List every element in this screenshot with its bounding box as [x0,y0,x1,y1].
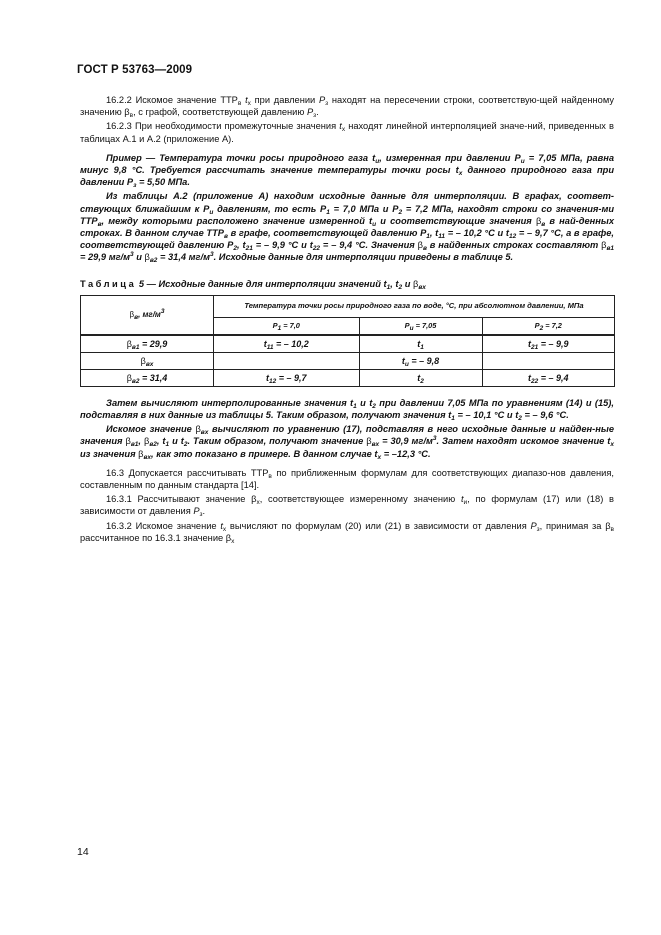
paragraph-16-3: 16.3 Допускается рассчитывать $ТТР_в$ по приближенным формулам для соответствующих диапазо-нов давления, составленным по данным стандарта [14]. [80,467,614,491]
table-cell: $t_{22}$ = – 9,4 [482,369,614,386]
table-row [81,369,615,386]
table-row [81,352,615,369]
table-cell: $\beta_{вх}$ [81,352,214,369]
table-header-temperature: Температура точки росы природного газа по воде, °С, при абсолютном давлении, МПа [214,295,615,317]
table-col-pu: $P_и = 7,05$ [359,317,482,335]
paragraph-16-3-2: 16.3.2 Искомое значение $t_х$ вычисляют по формулам (20) или (21) в зависимости от давления $P_з$, принимая за $\beta_в$ рассчитанное по 16.3.1 значение $\beta_х$ [80,520,614,545]
table-row [81,335,615,353]
table-cell [214,352,360,369]
paragraph-16-2-2: 16.2.2 Искомое значение $ТТР_в$ $t_х$ при давлении $P_з$ находят на пересечении строки, соответствую-щей найденному значению $\beta_в$, с графой, соответствующей давлению $P_з$. [80,95,614,120]
interpolation-table [80,295,615,387]
page-number: 14 [77,846,89,858]
document-header: ГОСТ Р 53763—2009 [77,64,193,76]
document-body [80,94,614,546]
table-cell: $\beta_{в1} = 29,9$ [81,335,214,353]
table-cell: $t_{12}$ = – 9,7 [214,369,360,386]
paragraph-16-2-3: 16.2.3 При необходимости промежуточные значения $t_х$ находят линейной интерполяцией значе-ний, приведенных в таблицах А.1 и А.2 (приложение А). [80,121,614,144]
table-cell: $t_{21}$ = – 9,9 [482,335,614,353]
table-col-p1: $P_1 = 7,0$ [214,317,360,335]
table-cell: $t_1$ [359,335,482,353]
interpolated-values-paragraph: Затем вычисляют интерполированные значения $t_1$ и $t_2$ при давлении 7,05 МПа по уравнениям (14) и (15), подставляя в них данные из таблицы 5. Таким образом, получают значения $t_1$ = – 10,1 °С и $t_2$ = – 9,6 °С. [80,397,614,423]
interpolation-source-paragraph: Из таблицы А.2 (приложение А) находим исходные данные для интерполяции. В графах, соответ-ствующих ближайшим к $P_и$ давлениям, то есть $P_1 = 7,0$ МПа и $P_2 = 7,2$ МПа, находят строки со значения-ми $ТТР_в$, между которыми расположено значение измеренной $t_и$ и соответствующие значения $\beta_в$ в най-денных строках. В данном случае $ТТР_в$ в графе, соответствующей давлению $P_1$, $t_{11}$ = – 10,2 °С и $t_{12}$ = – 9,7 °С, а в графе, соответствующей давлению $P_2$, $t_{21}$ = – 9,9 °С и $t_{22}$ = – 9,4 °С. Значения $\beta_в$ в найденных строках составляют $\beta_{в1} = 29,9$ $мг/м^3$ и $\beta_{в2} = 31,4$ $мг/м^3$. Исходные данные для интерполяции приведены в таблице 5. [80,191,615,265]
table-caption: Таблица 5 — Исходные данные для интерполяции значений $t_1$, $t_2$ и $\beta_{вх}$ [80,278,426,291]
table-col-p2: $P_2 = 7,2$ [482,317,614,335]
table-header-humidity: $\beta_в$, $мг/м^3$ [81,295,214,335]
table-cell [482,352,614,369]
example-paragraph: Пример — Температура точки росы природного газа $t_и$, измеренная при давлении $P_и = 7,05$ МПа, равна минус 9,8 °С. Требуется рассчитать значение температуры точки росы $t_х$ данного природного газа при давлении $P_з = 5,50$ МПа. [80,152,615,190]
result-paragraph: Искомое значение $\beta_{вх}$ вычисляют по уравнению (17), подставляя в него исходные данные и найден-ные значения $\beta_{в1}$, $\beta_{в2}$, $t_1$ и $t_2$. Таким образом, получают значение $\beta_{вх} = 30,9$ $мг/м^3$. Затем находят искомое значение $t_х$ из значения $\beta_{вх}$, как это показано в примере. В данном случае $t_х = -12,3$ °С. [80,424,614,461]
table-cell: $\beta_{в2} = 31,4$ [81,369,214,386]
table-cell: $t_и$ = – 9,8 [359,352,482,369]
paragraph-16-3-1: 16.3.1 Рассчитывают значение $\beta_х$, соответствующее измеренному значению $t_и$, по формулам (17) или (18) в зависимости от давления $P_з$. [80,494,614,519]
table-cell: $t_{11}$ = – 10,2 [214,335,360,353]
table-cell: $t_2$ [359,369,482,386]
